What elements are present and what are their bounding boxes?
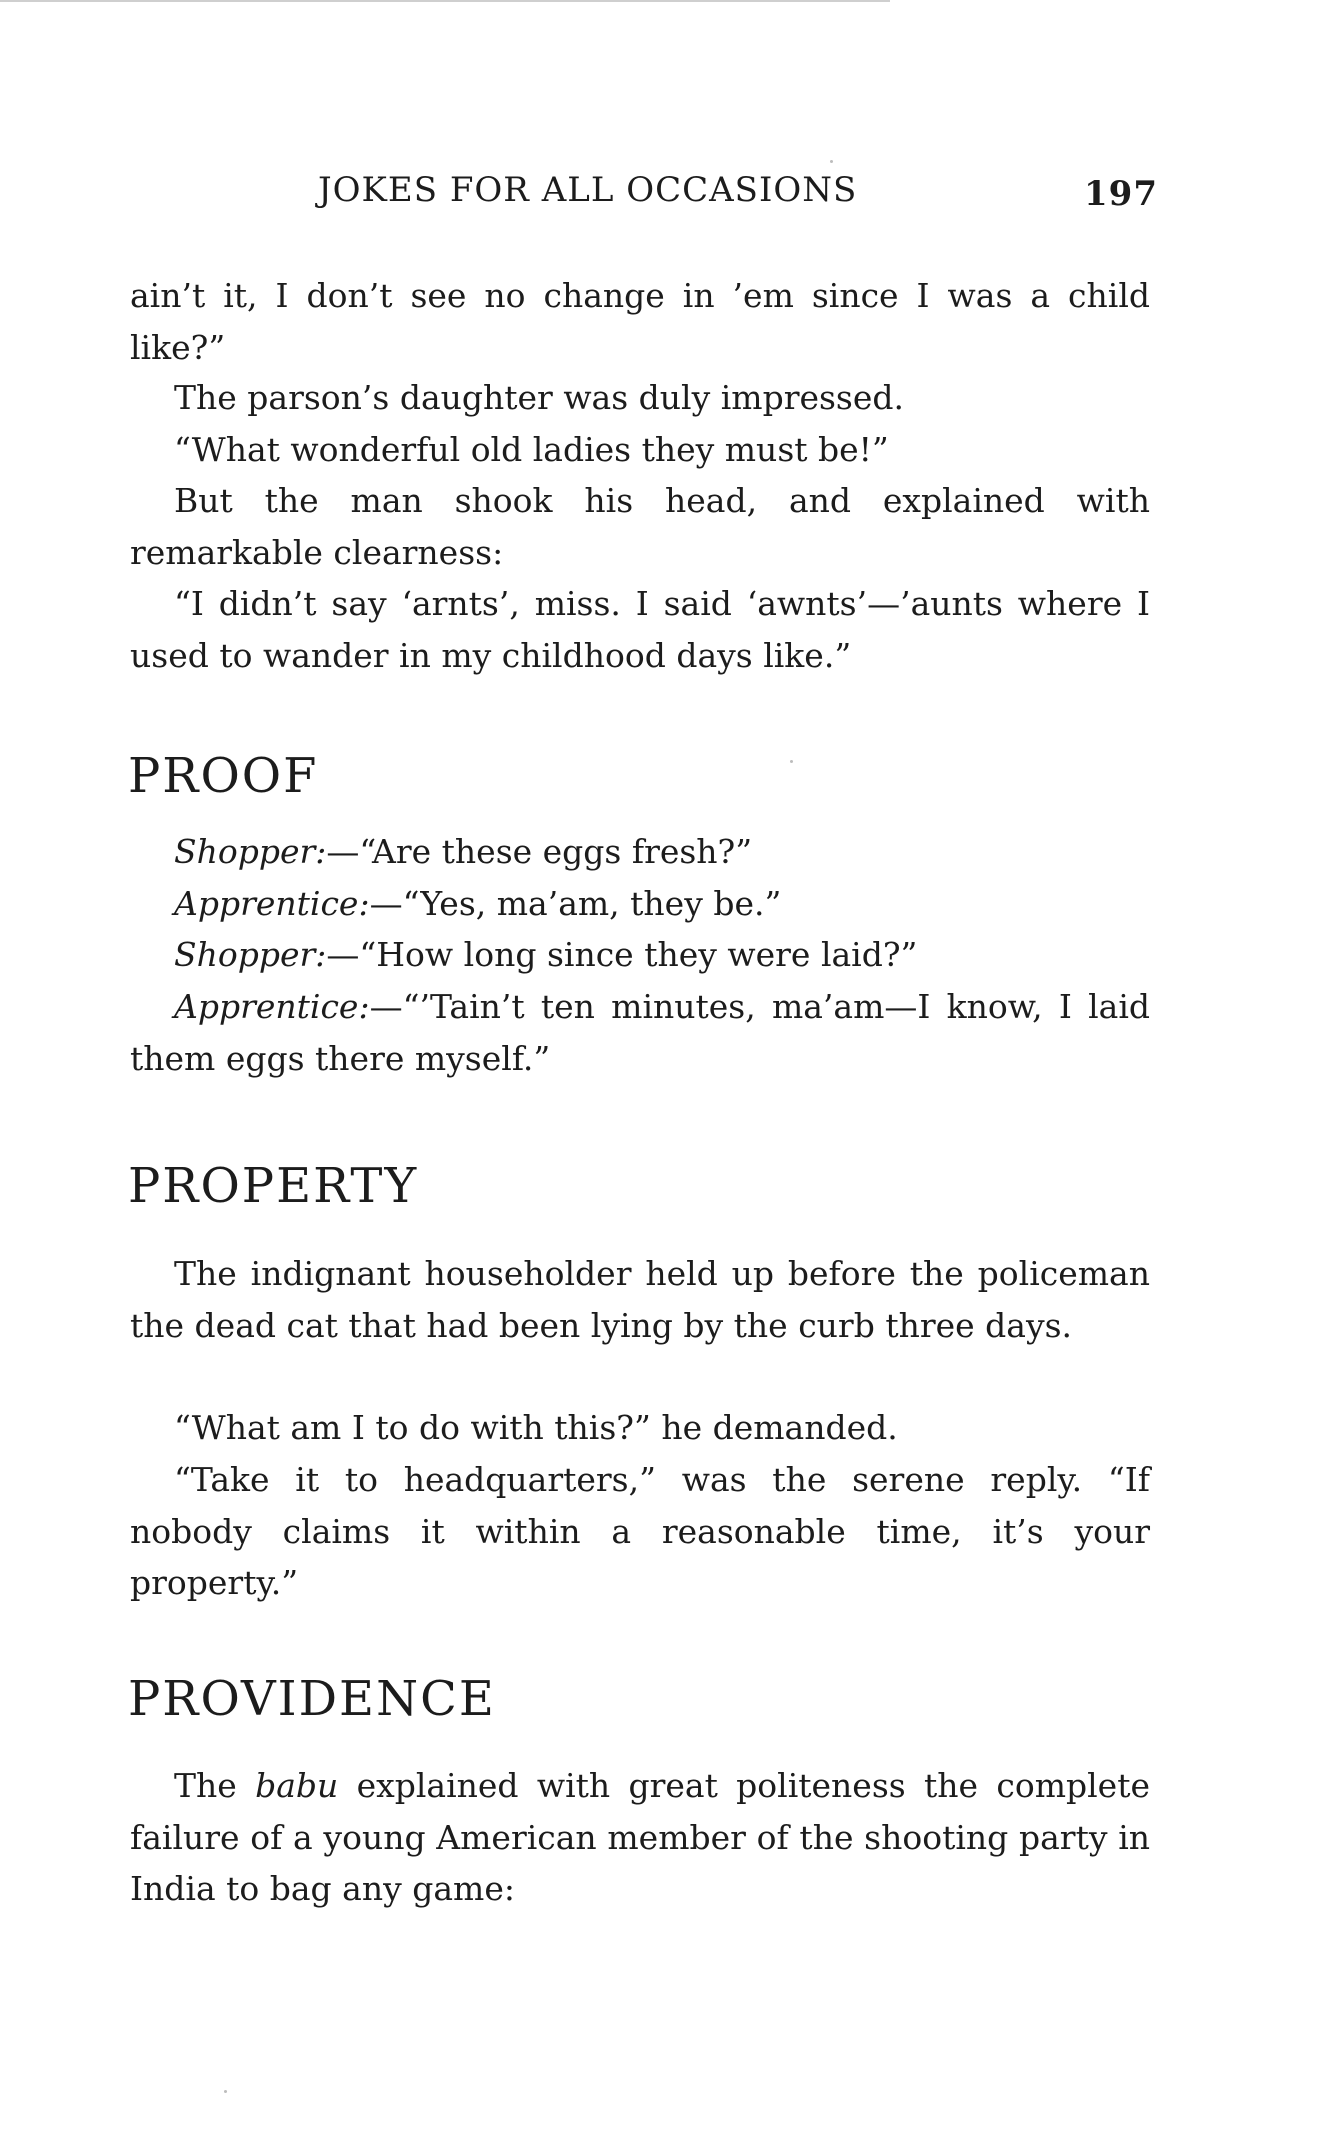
dialog-text: —“Yes, ma’am, they be.” [369,884,782,923]
providence-emphasis: babu [255,1766,339,1805]
continued-paragraph-5: “I didn’t say ‘arnts’, miss. I said ‘awnts’—’aunts where I used to wander in my childhood days like.” [130,584,1150,675]
speaker-label: Apprentice: [174,987,370,1026]
proof-line-3 [130,929,1150,981]
heading-property: PROPERTY [128,1158,419,1214]
proof-line-1 [130,826,1150,878]
dialog-text: —“’Tain’t ten minutes, ma’am—I know, I laid them eggs there myself.” [130,987,1150,1078]
providence-text-end: explained with great politeness the complete failure of a young American member of the shooting party in India to bag any game: [130,1766,1150,1908]
speaker-label: Apprentice: [174,884,370,923]
scan-speck [790,760,793,763]
heading-proof: PROOF [128,748,319,804]
running-head [318,170,1158,220]
continued-paragraph-2: The parson’s daughter was duly impressed. [174,378,905,417]
heading-providence: PROVIDENCE [128,1671,496,1727]
providence-paragraph-1 [130,1760,1150,1915]
page-number: 197 [1084,174,1158,214]
scan-edge-line [0,0,890,2]
providence-text-start: The [174,1766,256,1805]
scan-speck [224,2090,227,2093]
property-paragraph-1: The indignant householder held up before the policeman the dead cat that had been lying by the curb three days. [130,1254,1150,1345]
running-title: JOKES FOR ALL OCCASIONS [318,170,858,210]
speaker-label: Shopper: [174,832,327,871]
speaker-label: Shopper: [174,935,327,974]
dialog-text: —“How long since they were laid?” [326,935,918,974]
continued-paragraph-1: ain’t it, I don’t see no change in ’em since I was a child like?” [130,276,1150,367]
property-paragraph-2: “What am I to do with this?” he demanded. [174,1408,898,1447]
property-paragraph-3: “Take it to headquarters,” was the serene reply. “If nobody claims it within a reasonable time, it’s your property.” [130,1460,1150,1602]
proof-line-2 [130,878,1150,930]
scan-speck [830,160,833,163]
proof-line-4 [130,981,1150,1084]
continued-paragraph-3: “What wonderful old ladies they must be!” [174,430,889,469]
dialog-text: —“Are these eggs fresh?” [326,832,753,871]
continued-paragraph-4: But the man shook his head, and explained with remarkable clearness: [130,481,1150,572]
